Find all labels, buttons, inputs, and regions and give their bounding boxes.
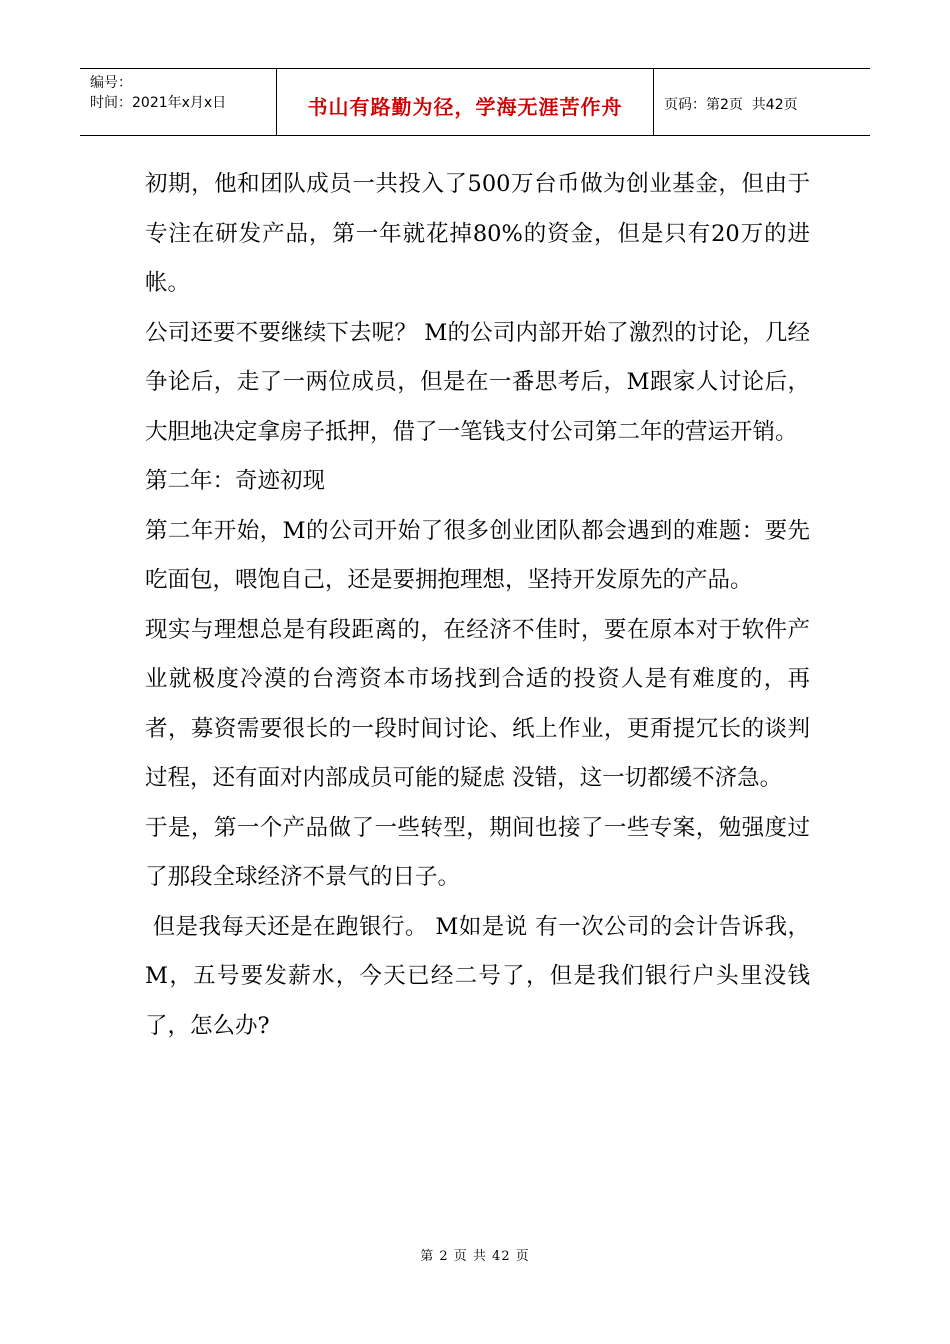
- paragraph: 于是，第一个产品做了一些转型，期间也接了一些专案，勉强度过了那段全球经济不景气的日子。: [145, 814, 810, 890]
- paragraph: 但是我每天还是在跑银行。 M如是说 有一次公司的会计告诉我， M，五号要发薪水，今天已经二号了，但是我们银行户头里没钱了，怎么办?: [145, 913, 818, 1039]
- header-motto: 书山有路勤为径，学海无涯苦作舟: [277, 69, 654, 135]
- paragraph: 初期，他和团队成员一共投入了500万台币做为创业基金，但由于专注在研发产品，第一年就花掉80%的资金，但是只有20万的进帐。: [145, 171, 810, 296]
- header-time-label: 时间：2021年x月x日: [90, 95, 227, 111]
- document-body: [145, 160, 818, 1051]
- section-heading: 第二年：奇迹初现: [145, 468, 326, 494]
- header-number-label: 编号：: [90, 75, 132, 91]
- paragraph: 公司还要不要继续下去呢？ M的公司内部开始了激烈的讨论，几经争论后，走了一两位成员，但是在一番思考后，M跟家人讨论后，大胆地决定拿房子抵押，借了一笔钱支付公司第二年的营运开销。: [145, 319, 810, 445]
- header-meta: [80, 69, 277, 135]
- page-footer: 第 2 页 共 42 页: [420, 1249, 530, 1264]
- page-header: [80, 68, 870, 136]
- paragraph: 现实与理想总是有段距离的，在经济不佳时，要在原本对于软件产业就极度冷漠的台湾资本市场找到合适的投资人是有难度的，再者，募资需要很长的一段时间讨论、纸上作业，更甭提冗长的谈判过程，还有面对内部成员可能的疑虑 没错，这一切都缓不济急。: [145, 616, 810, 791]
- header-page-info: 页码：第2页 共42页: [664, 97, 798, 113]
- paragraph: 第二年开始，M的公司开始了很多创业团队都会遇到的难题：要先吃面包，喂饱自己，还是要拥抱理想，坚持开发原先的产品。: [145, 517, 810, 593]
